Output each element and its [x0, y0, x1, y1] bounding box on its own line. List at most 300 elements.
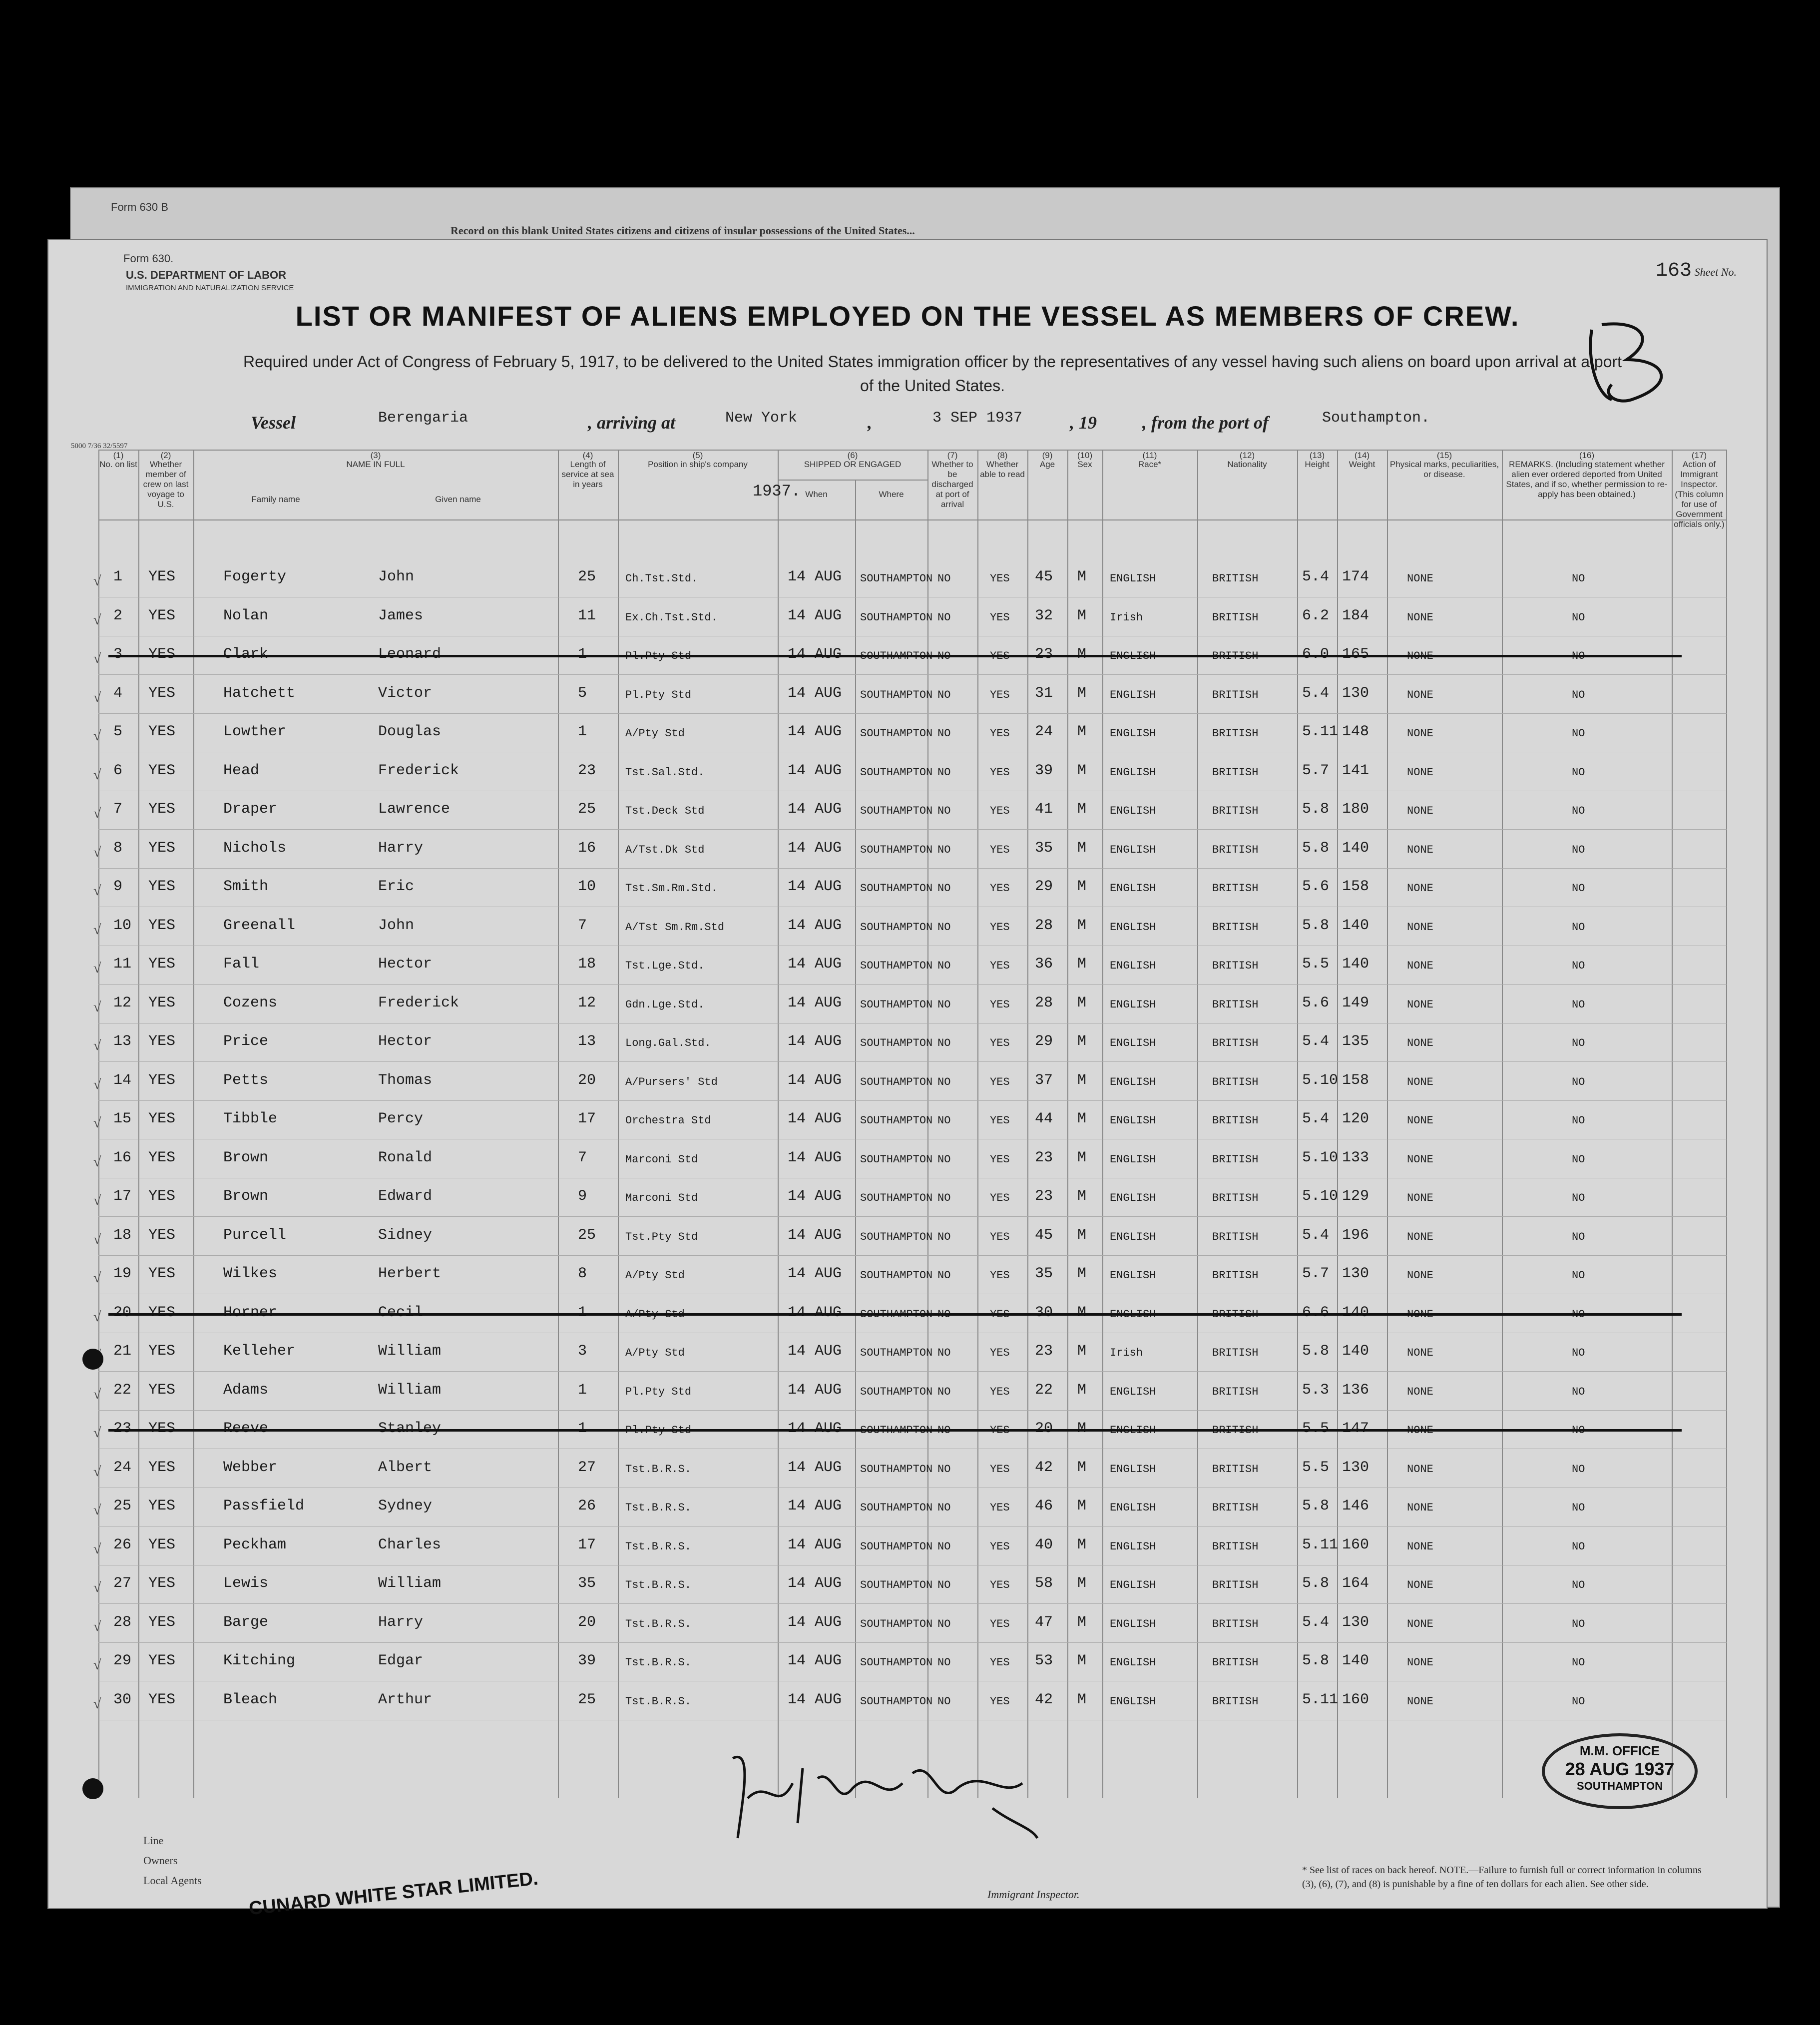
cell-height: 5.6	[1302, 878, 1330, 895]
stamp-place: SOUTHAMPTON	[1577, 1780, 1663, 1792]
cell-no: 18	[113, 1226, 132, 1244]
cell-family: Brown	[223, 1149, 269, 1166]
cell-position: Tst.Pty Std	[625, 1230, 698, 1243]
local-agents-label: Local Agents	[143, 1874, 202, 1887]
back-sheet-header: Record on this blank United States citizens and citizens of insular possessions of the United States...	[451, 224, 915, 237]
cell-sex: M	[1077, 1149, 1087, 1166]
cell-race: ENGLISH	[1110, 1192, 1156, 1204]
cell-marks: NONE	[1407, 1269, 1433, 1282]
column-number: (17)	[1691, 451, 1707, 460]
cell-family: Lewis	[223, 1575, 269, 1592]
cell-given: Edward	[378, 1188, 433, 1205]
table-row	[93, 1642, 1727, 1681]
cell-remarks: NO	[1572, 611, 1585, 624]
cell-no: 10	[113, 917, 132, 934]
cell-position: Tst.Sm.Rm.Std.	[625, 882, 718, 895]
cell-given: Herbert	[378, 1265, 442, 1282]
cell-remarks: NO	[1572, 882, 1585, 895]
cell-sex: M	[1077, 1652, 1087, 1669]
cell-weight: 130	[1342, 1613, 1369, 1631]
cell-given: Lawrence	[378, 801, 451, 818]
check-mark-icon: √	[93, 1038, 101, 1053]
cell-family: Fall	[223, 956, 260, 973]
cell-where: SOUTHAMPTON	[860, 1269, 933, 1282]
cell-given: Charles	[378, 1536, 442, 1553]
cell-height: 6.0	[1302, 646, 1330, 663]
cell-disch: NO	[937, 572, 951, 585]
cell-service: 3	[578, 1343, 587, 1360]
cell-no: 7	[113, 801, 123, 818]
check-mark-icon: √	[93, 1503, 101, 1518]
cell-weight: 160	[1342, 1536, 1369, 1553]
vessel-label: Vessel	[251, 413, 296, 433]
cell-family: Clark	[223, 646, 269, 663]
cell-height: 5.11	[1302, 1691, 1339, 1708]
cell-when: 14 AUG	[788, 1343, 842, 1360]
cell-prev: YES	[148, 646, 176, 663]
cell-position: Tst.B.R.S.	[625, 1656, 692, 1669]
cell-age: 45	[1035, 568, 1053, 585]
cell-family: Nolan	[223, 607, 269, 624]
cell-service: 1	[578, 1304, 587, 1321]
cell-prev: YES	[148, 801, 176, 818]
cell-where: SOUTHAMPTON	[860, 650, 933, 662]
cell-read: YES	[990, 1269, 1010, 1282]
cell-nat: BRITISH	[1212, 1192, 1259, 1204]
cell-where: SOUTHAMPTON	[860, 1037, 933, 1049]
column-header: Family name	[251, 495, 300, 504]
cell-read: YES	[990, 1385, 1010, 1398]
column-number: (8)	[997, 451, 1008, 460]
cell-remarks: NO	[1572, 1424, 1585, 1437]
cell-position: A/Pty Std	[625, 1269, 685, 1282]
cell-read: YES	[990, 1424, 1010, 1437]
cell-height: 5.10	[1302, 1071, 1339, 1089]
column-number: (10)	[1077, 451, 1093, 460]
cell-read: YES	[990, 960, 1010, 972]
cell-marks: NONE	[1407, 1308, 1433, 1321]
cell-family: Petts	[223, 1071, 269, 1089]
cell-remarks: NO	[1572, 1617, 1585, 1630]
cell-family: Price	[223, 1033, 269, 1050]
cell-when: 14 AUG	[788, 1575, 842, 1592]
cell-remarks: NO	[1572, 1385, 1585, 1398]
cell-sex: M	[1077, 917, 1087, 934]
cell-sex: M	[1077, 839, 1087, 857]
inspector-label: Immigrant Inspector.	[987, 1888, 1080, 1901]
cell-disch: NO	[937, 1385, 951, 1398]
cell-marks: NONE	[1407, 1037, 1433, 1049]
check-mark-icon: √	[93, 1309, 101, 1325]
cell-read: YES	[990, 766, 1010, 779]
cell-height: 5.11	[1302, 1536, 1339, 1553]
cell-race: ENGLISH	[1110, 1230, 1156, 1243]
cell-where: SOUTHAMPTON	[860, 1230, 933, 1243]
cell-marks: NONE	[1407, 727, 1433, 740]
table-row	[93, 1681, 1727, 1720]
year-written: 1937.	[753, 482, 801, 501]
cell-nat: BRITISH	[1212, 1424, 1259, 1437]
cell-service: 25	[578, 568, 596, 585]
cell-no: 19	[113, 1265, 132, 1282]
cell-read: YES	[990, 1192, 1010, 1204]
cell-no: 22	[113, 1381, 132, 1399]
cell-age: 47	[1035, 1613, 1053, 1631]
cell-read: YES	[990, 1540, 1010, 1553]
cell-nat: BRITISH	[1212, 1308, 1259, 1321]
column-number: (2)	[160, 451, 171, 460]
cell-marks: NONE	[1407, 1114, 1433, 1127]
cell-age: 40	[1035, 1536, 1053, 1553]
cell-prev: YES	[148, 1459, 176, 1476]
cell-race: ENGLISH	[1110, 1695, 1156, 1708]
table-row	[93, 1604, 1727, 1643]
departure-port: Southampton.	[1322, 410, 1430, 427]
cell-prev: YES	[148, 994, 176, 1012]
table-row	[93, 713, 1727, 752]
inspector-signature	[723, 1738, 1047, 1848]
cell-where: SOUTHAMPTON	[860, 960, 933, 972]
check-mark-icon: √	[93, 651, 101, 666]
table-row	[93, 1217, 1727, 1256]
cell-marks: NONE	[1407, 1153, 1433, 1166]
cell-age: 36	[1035, 956, 1053, 973]
cell-prev: YES	[148, 956, 176, 973]
cell-prev: YES	[148, 1304, 176, 1321]
cell-height: 5.3	[1302, 1381, 1330, 1399]
cell-weight: 147	[1342, 1420, 1369, 1437]
column-number: (14)	[1354, 451, 1370, 460]
cell-sex: M	[1077, 994, 1087, 1012]
cell-family: Cozens	[223, 994, 278, 1012]
cell-family: Peckham	[223, 1536, 287, 1553]
cell-read: YES	[990, 1463, 1010, 1476]
strike-through-line	[108, 1313, 1682, 1316]
cell-position: Tst.B.R.S.	[625, 1617, 692, 1630]
cell-height: 5.8	[1302, 839, 1330, 857]
column-header: No. on list	[99, 460, 137, 469]
column-number: (13)	[1309, 451, 1325, 460]
cell-height: 5.4	[1302, 1110, 1330, 1127]
cell-prev: YES	[148, 1071, 176, 1089]
cell-read: YES	[990, 1617, 1010, 1630]
cell-height: 5.7	[1302, 1265, 1330, 1282]
check-mark-icon: √	[93, 767, 101, 783]
check-mark-icon: √	[93, 883, 101, 899]
table-row	[93, 1178, 1727, 1217]
cell-race: ENGLISH	[1110, 1424, 1156, 1437]
sheet-number-label: Sheet No.	[1694, 266, 1737, 278]
cell-age: 42	[1035, 1459, 1053, 1476]
cell-marks: NONE	[1407, 843, 1433, 856]
cell-disch: NO	[937, 1269, 951, 1282]
cell-family: Kelleher	[223, 1343, 296, 1360]
cell-remarks: NO	[1572, 1540, 1585, 1553]
cell-service: 16	[578, 839, 596, 857]
cell-when: 14 AUG	[788, 917, 842, 934]
cell-family: Horner	[223, 1304, 278, 1321]
agents-stamp: CUNARD WHITE STAR LIMITED.	[248, 1868, 539, 1920]
cell-race: ENGLISH	[1110, 843, 1156, 856]
cell-read: YES	[990, 572, 1010, 585]
cell-height: 5.4	[1302, 684, 1330, 702]
cell-marks: NONE	[1407, 1502, 1433, 1514]
cell-weight: 130	[1342, 684, 1369, 702]
cell-when: 14 AUG	[788, 994, 842, 1012]
column-header: Age	[1039, 460, 1055, 469]
cell-disch: NO	[937, 960, 951, 972]
check-mark-icon: √	[93, 1657, 101, 1673]
table-row	[93, 1449, 1727, 1488]
cell-nat: BRITISH	[1212, 1579, 1259, 1591]
cell-marks: NONE	[1407, 1192, 1433, 1204]
cell-service: 12	[578, 994, 596, 1012]
check-mark-icon: √	[93, 1386, 101, 1402]
cell-height: 5.8	[1302, 1498, 1330, 1515]
cell-race: ENGLISH	[1110, 1153, 1156, 1166]
column-header: Action of Immigrant Inspector. (This column for use of Government officials only.)	[1674, 460, 1725, 529]
check-mark-icon: √	[93, 1154, 101, 1170]
cell-disch: NO	[937, 1463, 951, 1476]
cell-height: 5.5	[1302, 1420, 1330, 1437]
cell-position: A/Tst Sm.Rm.Std	[625, 921, 725, 934]
cell-remarks: NO	[1572, 805, 1585, 817]
cell-nat: BRITISH	[1212, 882, 1259, 895]
cell-nat: BRITISH	[1212, 1347, 1259, 1359]
cell-race: ENGLISH	[1110, 921, 1156, 934]
cell-service: 1	[578, 723, 587, 740]
cell-position: Pl.Pty Std	[625, 688, 692, 701]
cell-where: SOUTHAMPTON	[860, 1308, 933, 1321]
cell-given: William	[378, 1343, 442, 1360]
owners-label: Owners	[143, 1854, 178, 1867]
cell-read: YES	[990, 921, 1010, 934]
cell-where: SOUTHAMPTON	[860, 611, 933, 624]
cell-nat: BRITISH	[1212, 1695, 1259, 1708]
cell-nat: BRITISH	[1212, 1114, 1259, 1127]
cell-sex: M	[1077, 1343, 1087, 1360]
cell-nat: BRITISH	[1212, 1269, 1259, 1282]
cell-read: YES	[990, 611, 1010, 624]
cell-nat: BRITISH	[1212, 1540, 1259, 1553]
cell-when: 14 AUG	[788, 1691, 842, 1708]
cell-read: YES	[990, 1037, 1010, 1049]
cell-weight: 133	[1342, 1149, 1369, 1166]
cell-service: 1	[578, 1420, 587, 1437]
cell-age: 24	[1035, 723, 1053, 740]
cell-position: Marconi Std	[625, 1153, 698, 1166]
table-row	[93, 1023, 1727, 1062]
strike-through-line	[108, 655, 1682, 657]
cell-given: Cecil	[378, 1304, 424, 1321]
cell-age: 37	[1035, 1071, 1053, 1089]
cell-weight: 180	[1342, 801, 1369, 818]
cell-service: 27	[578, 1459, 596, 1476]
cell-prev: YES	[148, 1575, 176, 1592]
cell-weight: 149	[1342, 994, 1369, 1012]
cell-prev: YES	[148, 1498, 176, 1515]
arriving-label: , arriving at	[588, 413, 676, 433]
cell-position: Tst.Lge.Std.	[625, 960, 705, 972]
cell-given: Frederick	[378, 762, 459, 779]
cell-marks: NONE	[1407, 1424, 1433, 1437]
cell-service: 11	[578, 607, 596, 624]
cell-height: 5.11	[1302, 723, 1339, 740]
cell-read: YES	[990, 882, 1010, 895]
table-row	[93, 636, 1727, 675]
column-number: (3)	[370, 451, 381, 460]
cell-no: 3	[113, 646, 123, 663]
cell-nat: BRITISH	[1212, 998, 1259, 1011]
cell-when: 14 AUG	[788, 801, 842, 818]
cell-service: 20	[578, 1071, 596, 1089]
cell-position: Tst.B.R.S.	[625, 1579, 692, 1591]
cell-given: Thomas	[378, 1071, 433, 1089]
cell-family: Bleach	[223, 1691, 278, 1708]
cell-disch: NO	[937, 1540, 951, 1553]
cell-sex: M	[1077, 801, 1087, 818]
vessel-name: Berengaria	[378, 410, 468, 427]
cell-remarks: NO	[1572, 727, 1585, 740]
cell-where: SOUTHAMPTON	[860, 1153, 933, 1166]
cell-service: 7	[578, 1149, 587, 1166]
cell-where: SOUTHAMPTON	[860, 766, 933, 779]
check-mark-icon: √	[93, 1425, 101, 1441]
cell-height: 5.4	[1302, 1033, 1330, 1050]
cell-when: 14 AUG	[788, 1033, 842, 1050]
cell-nat: BRITISH	[1212, 1230, 1259, 1243]
cell-read: YES	[990, 1114, 1010, 1127]
cell-prev: YES	[148, 1110, 176, 1127]
column-number: (16)	[1579, 451, 1595, 460]
table-row	[93, 1565, 1727, 1604]
cell-marks: NONE	[1407, 1617, 1433, 1630]
page-title: LIST OR MANIFEST OF ALIENS EMPLOYED ON THE VESSEL AS MEMBERS OF CREW.	[295, 300, 1520, 332]
cell-service: 17	[578, 1110, 596, 1127]
cell-age: 30	[1035, 1304, 1053, 1321]
cell-service: 10	[578, 878, 596, 895]
cell-age: 28	[1035, 994, 1053, 1012]
cell-height: 6.6	[1302, 1304, 1330, 1321]
cell-weight: 140	[1342, 1652, 1369, 1669]
cell-marks: NONE	[1407, 688, 1433, 701]
column-number: (6)	[847, 451, 858, 460]
cell-position: A/Pty Std	[625, 1347, 685, 1359]
cell-family: Purcell	[223, 1226, 287, 1244]
cell-race: ENGLISH	[1110, 1540, 1156, 1553]
cell-height: 5.8	[1302, 801, 1330, 818]
check-mark-icon: √	[93, 1541, 101, 1557]
cell-given: Eric	[378, 878, 415, 895]
cell-race: ENGLISH	[1110, 1385, 1156, 1398]
cell-prev: YES	[148, 684, 176, 702]
cell-race: ENGLISH	[1110, 727, 1156, 740]
cell-marks: NONE	[1407, 611, 1433, 624]
column-header: Whether member of crew on last voyage to U.S.	[143, 460, 189, 509]
cell-disch: NO	[937, 1695, 951, 1708]
cell-nat: BRITISH	[1212, 1617, 1259, 1630]
cell-age: 53	[1035, 1652, 1053, 1669]
cell-age: 32	[1035, 607, 1053, 624]
table-row	[93, 985, 1727, 1023]
cell-disch: NO	[937, 882, 951, 895]
cell-family: Greenall	[223, 917, 296, 934]
cell-where: SOUTHAMPTON	[860, 1617, 933, 1630]
cell-prev: YES	[148, 1420, 176, 1437]
table-row	[93, 1294, 1727, 1333]
cell-position: A/Pursers' Std	[625, 1075, 718, 1088]
check-mark-icon: √	[93, 1193, 101, 1208]
cell-given: Sidney	[378, 1226, 433, 1244]
cell-no: 16	[113, 1149, 132, 1166]
check-mark-icon: √	[93, 806, 101, 821]
cell-disch: NO	[937, 1153, 951, 1166]
cell-age: 35	[1035, 1265, 1053, 1282]
cell-nat: BRITISH	[1212, 1463, 1259, 1476]
cell-sex: M	[1077, 1536, 1087, 1553]
crew-table	[93, 450, 1727, 1798]
cell-marks: NONE	[1407, 921, 1433, 934]
cell-sex: M	[1077, 1459, 1087, 1476]
check-mark-icon: √	[93, 1618, 101, 1634]
cell-age: 58	[1035, 1575, 1053, 1592]
cell-where: SOUTHAMPTON	[860, 1656, 933, 1669]
cell-sex: M	[1077, 568, 1087, 585]
cell-no: 9	[113, 878, 123, 895]
cell-when: 14 AUG	[788, 956, 842, 973]
form-number: Form 630.	[123, 252, 174, 265]
cell-family: Lowther	[223, 723, 287, 740]
check-mark-icon: √	[93, 1270, 101, 1286]
cell-age: 28	[1035, 917, 1053, 934]
cell-weight: 174	[1342, 568, 1369, 585]
cell-service: 23	[578, 762, 596, 779]
cell-weight: 158	[1342, 1071, 1369, 1089]
cell-weight: 135	[1342, 1033, 1369, 1050]
table-row	[93, 597, 1727, 636]
column-header: Whether to be discharged at port of arrival	[931, 460, 973, 509]
column-header: NAME IN FULL	[346, 460, 405, 469]
cell-service: 8	[578, 1265, 587, 1282]
cell-height: 5.8	[1302, 1575, 1330, 1592]
cell-position: Long.Gal.Std.	[625, 1037, 711, 1049]
cell-nat: BRITISH	[1212, 727, 1259, 740]
check-mark-icon: √	[93, 1696, 101, 1712]
cell-family: Hatchett	[223, 684, 296, 702]
check-mark-icon: √	[93, 689, 101, 705]
cell-no: 5	[113, 723, 123, 740]
cell-when: 14 AUG	[788, 1536, 842, 1553]
cell-when: 14 AUG	[788, 1381, 842, 1399]
cell-marks: NONE	[1407, 572, 1433, 585]
table-row	[93, 1372, 1727, 1411]
cell-marks: NONE	[1407, 1656, 1433, 1669]
cell-height: 5.6	[1302, 994, 1330, 1012]
cell-prev: YES	[148, 762, 176, 779]
column-header: Whether able to read	[980, 460, 1025, 479]
cell-remarks: NO	[1572, 960, 1585, 972]
cell-age: 29	[1035, 1033, 1053, 1050]
cell-read: YES	[990, 1075, 1010, 1088]
cell-height: 5.7	[1302, 762, 1330, 779]
cell-family: Wilkes	[223, 1265, 278, 1282]
column-header: Position in ship's company	[648, 460, 748, 469]
cell-disch: NO	[937, 1075, 951, 1088]
arrival-port: New York	[725, 410, 798, 427]
cell-race: ENGLISH	[1110, 1075, 1156, 1088]
table-row	[93, 830, 1727, 869]
cell-service: 9	[578, 1188, 587, 1205]
